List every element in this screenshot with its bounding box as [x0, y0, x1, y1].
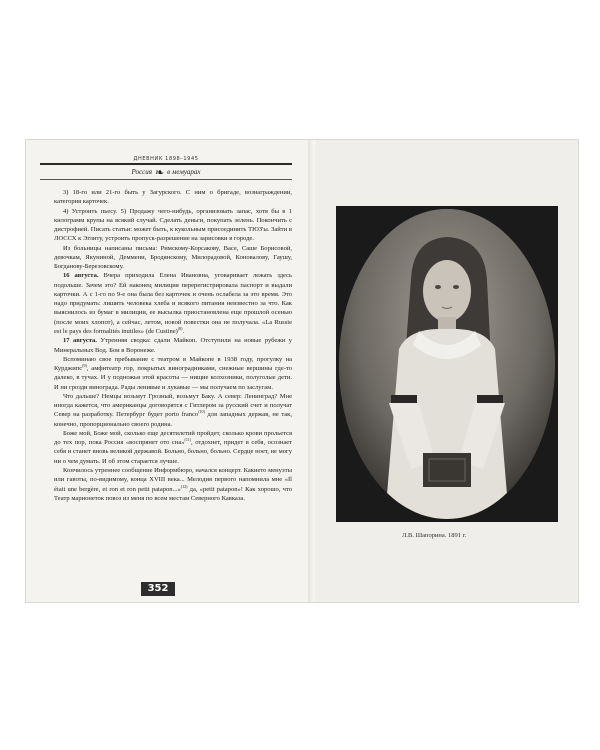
- entry-text: Боже мой, Боже мой, сколько еще десятилетий пройдет, сколько крови прольется до тех пор, пока Россия «воспрянет ото сна»: [54, 429, 292, 447]
- page-number: 352: [141, 582, 175, 596]
- paragraph: 16 августа. Вчера приходила Елена Ивановна, уговаривает лежать здесь подольше. Зачем это? Ей наконец милиция перерегистрировала паспорт и выдали карточки. А с 1-го по 9-е она была без карточек и очень ослабела за это время. Это надо придумать: лишить человека хлеба и всякого питания неизвестно за что. Как выяснилось из бумаг в милиции, ее высылка приостановлена еще прошлой осенью (после моих хлопот), а сейчас, летом, новой повестки она не получала. «La Russie est le pays des formalités inutiles» (de Custine)$^{(8)}$.: [54, 272, 293, 335]
- entry-text: , отдохнет, придет в себя, осознает себя и станет вновь великой державой. Больно, больно, больно. Сердце ноет, не могу ни о чем думать. И об этом старается лучше.: [54, 439, 292, 465]
- footnote-ref: (12): [180, 483, 188, 489]
- entry-text: Утренняя сводка: сдали Майкоп. Отступили на новые рубежи у Минеральных Вод. Бои в Воронеже.: [54, 337, 292, 354]
- series-emblem-icon: ❧: [154, 167, 165, 179]
- footnote-ref: (9): [82, 362, 87, 368]
- entry-text: да, «petit patapon»! Как хорошо, что Театр марионеток повоз из меня по всем местам Северного Кавказа.: [54, 485, 292, 502]
- entry-text: Кончилось утреннее сообщение Информбюро, начался концерт. Какието менуэты или гавоты, по-видимому, конца XVIII века... Мелодия первого напомнила мне «Il était une bergère, et ron et ron petit patapon...»: [54, 466, 292, 493]
- portrait-photograph-icon: [339, 209, 555, 519]
- running-header: [40, 150, 292, 180]
- entry-text: Что дальше? Немцы возьмут Грозный, возьмут Баку. А север: Ленинград? Мне иногда кажется, что американцы договорятся с Гитлером за русский счет и получат Север на разработку. Петербург будет porto franco: [54, 392, 292, 419]
- series-title: [40, 166, 292, 179]
- paragraph: [54, 392, 292, 429]
- paragraph: [54, 429, 292, 466]
- paragraph: [54, 466, 292, 503]
- paragraph: 3) 18-го или 21-го быть у Загурского. С ним о бригаде, вознаграждении, категория карточек.: [54, 189, 292, 206]
- series-title-right: в мемуарах: [167, 168, 201, 176]
- paragraph: 4) Устроить пьесу. 5) Продажу чего-нибудь, организовать запас, хотя бы в 1 килограмм крупы на всякий случай. Сделать деньги, покупать зелень. Покончить с дистрофией. Писать статьи: может быть, к кукольным присоединить ТЮЗ'ы. Зайти в ЛОССХ к Эглиту, устроить пропуск-разрешение на зарисовки в городе.: [54, 207, 292, 243]
- portrait-figure: [339, 209, 555, 519]
- footnote-ref: (11): [184, 437, 192, 442]
- paragraph: Из больницы написаны письма: Римскому-Корсакову, Васе, Саше Борисовой, девочкам, Якуниной, Деммени, Бродянскому, Милорадовой, Коновалову, Гаушу, Богданову-Березовскому.: [54, 244, 292, 271]
- header-rule-lower: [40, 179, 292, 180]
- series-title-left: Россия: [131, 168, 152, 176]
- figure-caption: Л.В. Шапорина. 1891 г.: [402, 532, 467, 539]
- footnote-ref: (10): [198, 409, 205, 415]
- footnote-ref: (8): [177, 325, 183, 331]
- entry-date: 16 августа.: [63, 272, 99, 280]
- body-text: [54, 188, 292, 503]
- entry-text: , амфитеатр гор, покрытых виноградниками, снежные вершины где-то далеко, в тучах. И у подножья этой красоты — нищие колхозники, полуголые дети. И ни грозди винограда. Рады ленивые и лукавые — мы получаем по заслугам.: [54, 365, 292, 391]
- entry-date: 17 августа.: [63, 337, 97, 345]
- photo-frame: [336, 206, 558, 522]
- header-rule: [40, 163, 292, 165]
- running-header-title: ДНЕВНИК 1898–1945: [133, 156, 199, 162]
- entry-text: для западных держав, не так, конечно, пропорционально своего родина.: [54, 411, 292, 428]
- right-page: [316, 140, 578, 602]
- paragraph: [54, 355, 292, 392]
- left-page: [32, 150, 300, 598]
- paragraph: [54, 336, 292, 355]
- entry-text: Вспоминаю свое пребывание с театром в Майкопе в 1938 году, прогулку на Курджипс: [54, 355, 292, 373]
- entry-text: Вчера приходила Елена Ивановна, уговаривает лежать здесь подольше. Зачем это? Ей наконец милиция перерегистрировала паспорт и выдали карточки. А с 1-го по 9-е она была без карточек и очень ослабела за это время. Это надо придумать: лишить человека хлеба и всякого питания неизвестно за что. Как выяснилось из бумаг в милиции, ее высылка приостановлена еще прошлой осенью (после моих хлопот), а сейчас, летом, новой повестки она не получала. «La Russie est le pays des formalités inutiles» (de Custine): [54, 272, 293, 335]
- book-spread: [26, 140, 578, 602]
